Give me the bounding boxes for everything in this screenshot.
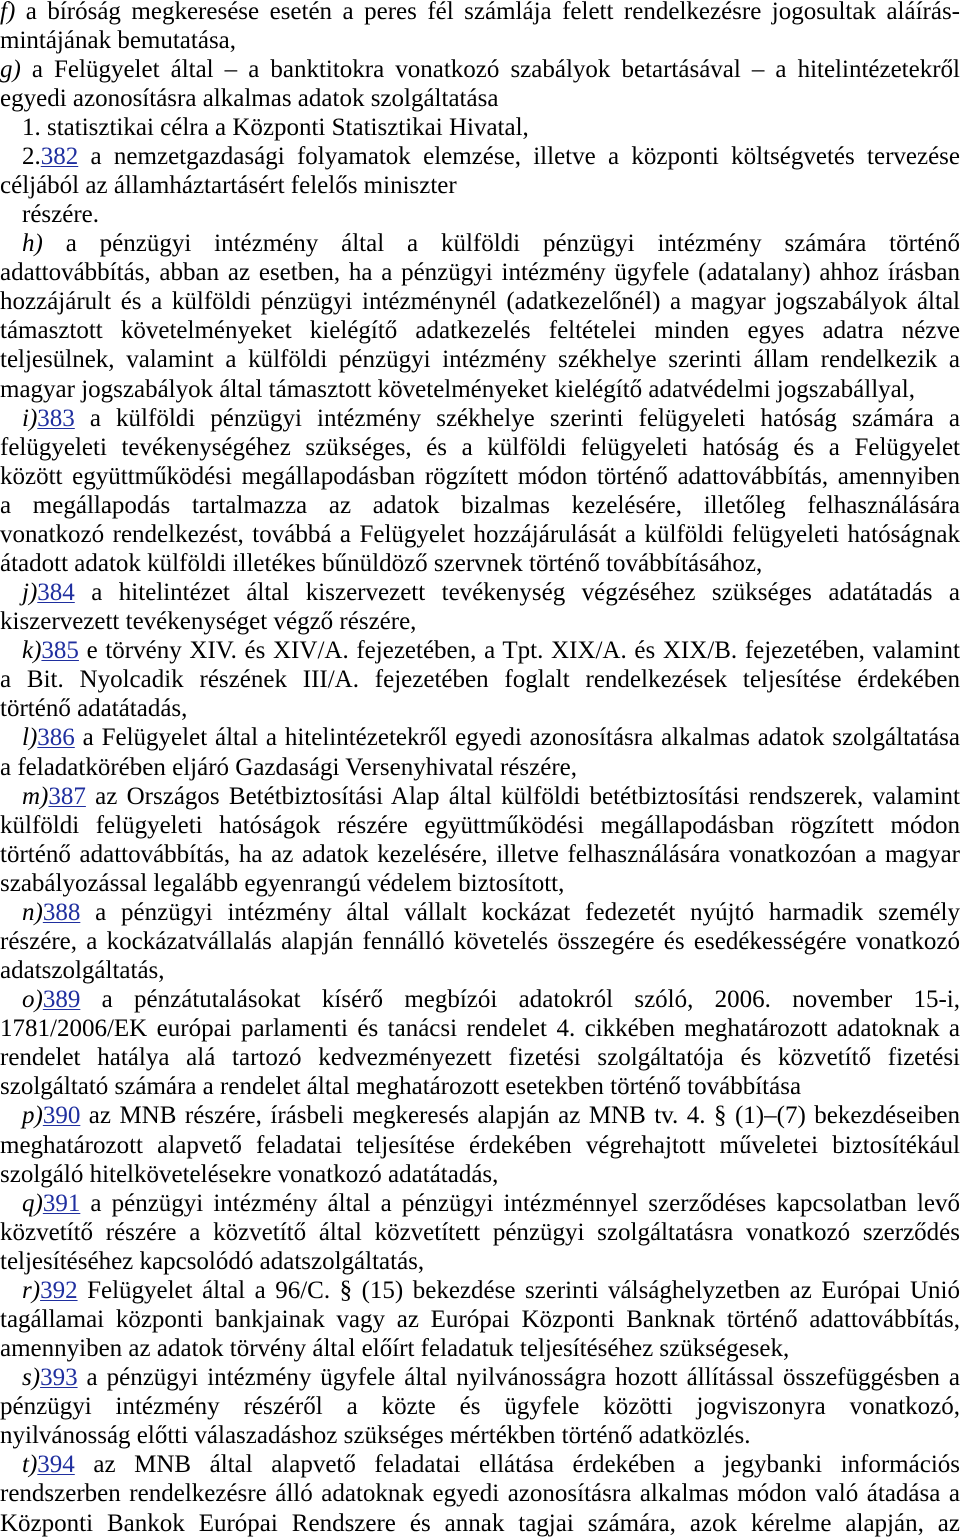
- text-line: [0, 578, 960, 607]
- line-text: felügyeleti tevékenységéhez szükséges, és a külföldi felügyeleti hatóság és a Felügyelet: [0, 433, 960, 461]
- text-line: [0, 375, 960, 404]
- line-text: Központi Bankok Európai Rendszere és annak tagjai számára, azok kérelme alapján, az: [0, 1509, 960, 1537]
- text-line: [0, 142, 960, 171]
- item-marker: j): [22, 579, 38, 607]
- item-marker: p): [22, 1102, 43, 1130]
- line-text: tagállamai központi bankjainak vagy az Európai Központi Banknak történő adattovábbítás,: [0, 1306, 960, 1334]
- line-text: történő adattovábbítás, ha az adatok kezelésére, illetve felhasználására vonatkozóan a magyar: [0, 840, 960, 868]
- footnote-ref-link[interactable]: 390: [42, 1102, 81, 1130]
- line-text: a pénzátutalásokat kísérő megbízói adatokról szóló, 2006. november 15-i,: [101, 986, 960, 1014]
- item-marker: q): [22, 1189, 43, 1217]
- item-marker: n): [22, 898, 43, 926]
- text-line: [0, 433, 960, 462]
- item-m: [0, 782, 960, 898]
- text-line: [0, 316, 960, 345]
- item-marker: g): [0, 55, 21, 83]
- text-line: [0, 840, 960, 869]
- line-text: közvetítő részére a közvetítő által közvetített pénzügyi szolgáltatásra vonatkozó szerződés: [0, 1218, 960, 1246]
- line-text: a bíróság megkeresése esetén a peres fél számlája felett rendelkezésre jogosultak aláírás-: [25, 0, 960, 25]
- line-text: támasztott követelményeket kielégítő adatkezelés feltételei minden egyes adatra nézve: [0, 317, 960, 345]
- item-marker: r): [22, 1276, 41, 1304]
- text-line: [0, 1305, 960, 1334]
- line-text: az MNB részére, írásbeli megkeresés alapján az MNB tv. 4. § (1)–(7) bekezdéseiben: [88, 1102, 960, 1130]
- text-line: [0, 113, 960, 142]
- line-text: rendszerben rendelkezésre álló adatoknak egyedi azonosításra alkalmas módon való átadása a: [0, 1480, 960, 1508]
- line-text: magyar jogszabályok által támasztott követelményeket kielégítő adatvédelmi jogszabállyal,: [0, 375, 915, 403]
- line-text: mintájának bemutatása,: [0, 26, 237, 54]
- item-i: [0, 404, 960, 578]
- line-text: átadott adatok külföldi illetékes bűnüldöző szervnek történő továbbításához,: [0, 549, 763, 577]
- text-line: [0, 811, 960, 840]
- text-line: [0, 1392, 960, 1421]
- line-text: meghatározott alapvető feladatai teljesítése érdekében végrehajtott műveletei biztosítékául: [0, 1131, 960, 1159]
- text-line: [0, 520, 960, 549]
- line-text: a pénzügyi intézmény által vállalt kockázat fedezetét nyújtó harmadik személy: [95, 898, 960, 926]
- text-line: [0, 171, 960, 200]
- text-line: [0, 404, 960, 433]
- item-marker: k): [22, 637, 42, 665]
- text-line: [0, 1450, 960, 1479]
- text-line: [0, 1479, 960, 1508]
- item-marker: i): [22, 404, 38, 432]
- text-line: [0, 462, 960, 491]
- line-text: amennyiben az adatok törvény által előírt feladatuk teljesítéséhez szükségesek,: [0, 1335, 790, 1363]
- line-text: rendelet hatálya alá tartozó kedvezményezett fizetési szolgáltatója és közvetítő fizetési: [0, 1044, 960, 1072]
- text-line: [0, 258, 960, 287]
- footnote-ref-link[interactable]: 382: [40, 142, 79, 170]
- line-text: kiszervezett tevékenységet végző részére,: [0, 608, 417, 636]
- text-line: [0, 753, 960, 782]
- item-marker: h): [22, 230, 43, 258]
- line-text: a megállapodás tartalmazza az adatok bizalmas kezelésére, illetőleg felhasználására: [0, 491, 960, 519]
- item-marker: o): [22, 986, 43, 1014]
- text-line: [0, 665, 960, 694]
- text-line: [0, 1334, 960, 1363]
- text-line: [0, 1160, 960, 1189]
- text-line: [0, 782, 960, 811]
- text-line: [0, 1363, 960, 1392]
- line-text: a külföldi pénzügyi intézmény székhelye szerinti felügyeleti hatóság számára a: [89, 404, 960, 432]
- item-j: [0, 578, 960, 636]
- line-text: a nemzetgazdasági folyamatok elemzése, illetve a központi költségvetés tervezése: [90, 142, 960, 170]
- line-text: szolgáltató számára a rendelet által meghatározott esetekben történő továbbítása: [0, 1073, 802, 1101]
- footnote-ref-link[interactable]: 386: [37, 724, 75, 752]
- line-text: a pénzügyi intézmény által a pénzügyi intézménnyel szerződéses kapcsolatban levő: [90, 1189, 960, 1217]
- footnote-ref-link[interactable]: 384: [37, 579, 75, 607]
- line-text: a hitelintézet által kiszervezett tevékenység végzéséhez szükséges adatátadás a: [91, 579, 960, 607]
- line-text: 1. statisztikai célra a Központi Statisztikai Hivatal,: [22, 113, 529, 141]
- text-line: [0, 607, 960, 636]
- footnote-ref-link[interactable]: 387: [48, 782, 86, 810]
- text-line: [0, 636, 960, 665]
- line-text: a Felügyelet által a hitelintézetekről egyedi azonosításra alkalmas adatok szolgáltatása: [82, 724, 960, 752]
- item-t: [0, 1450, 960, 1537]
- footnote-ref-link[interactable]: 391: [42, 1189, 81, 1217]
- footnote-ref-link[interactable]: 385: [41, 637, 79, 665]
- line-text: egyedi azonosításra alkalmas adatok szolgáltatása: [0, 84, 499, 112]
- item-o: [0, 985, 960, 1101]
- line-text: hozzájárult és a külföldi pénzügyi intézménynél (adatkezelőnél) a magyar jogszabályok által: [0, 288, 960, 316]
- item-p: [0, 1101, 960, 1188]
- line-text: e törvény XIV. és XIV/A. fejezetében, a Tpt. XIX/A. és XIX/B. fejezetében, valamint: [86, 637, 960, 665]
- item-marker: m): [22, 782, 49, 810]
- item-f: [0, 0, 960, 55]
- text-line: [0, 345, 960, 374]
- text-line: [0, 1276, 960, 1305]
- subitem-number: 2.: [22, 142, 41, 170]
- item-g: [0, 55, 960, 229]
- text-line: [0, 26, 960, 55]
- text-line: [0, 0, 960, 26]
- text-line: [0, 491, 960, 520]
- item-h: [0, 229, 960, 403]
- line-text: Felügyelet által a 96/C. § (15) bekezdése szerinti válsághelyzetben az Európai Unió: [87, 1276, 960, 1304]
- item-k: [0, 636, 960, 723]
- item-l: [0, 723, 960, 781]
- subitem-2: [0, 142, 960, 229]
- text-line: [0, 229, 960, 258]
- text-line: [0, 549, 960, 578]
- item-s: [0, 1363, 960, 1450]
- text-line: [0, 1043, 960, 1072]
- footnote-ref-link[interactable]: 383: [37, 404, 75, 432]
- text-line: [0, 287, 960, 316]
- text-line: [0, 1131, 960, 1160]
- text-line: [0, 1218, 960, 1247]
- item-r: [0, 1276, 960, 1363]
- line-text: 1781/2006/EK európai parlamenti és tanácsi rendelet 4. cikkében meghatározott adatoknak a: [0, 1015, 960, 1043]
- line-text: az Országos Betétbiztosítási Alap által külföldi betétbiztosítási rendszerek, valamint: [95, 782, 960, 810]
- line-text: teljesülnek, valamint a külföldi pénzügyi intézmény székhelye szerinti állam rendelkezik a: [0, 346, 960, 374]
- text-line: [0, 694, 960, 723]
- line-text: részére.: [22, 201, 100, 229]
- text-line: [0, 55, 960, 84]
- line-text: külföldi felügyeleti hatóságok részére együttműködési megállapodásban rögzített módon: [0, 811, 960, 839]
- text-line: [0, 200, 960, 229]
- line-text: a Bit. Nyolcadik részének III/A. fejezetében foglalt rendelkezések teljesítése érdekében: [0, 666, 960, 694]
- text-line: [0, 1101, 960, 1130]
- line-text: a pénzügyi intézmény ügyfele által nyilvánosságra hozott állítással összefüggésben a: [86, 1364, 960, 1392]
- text-line: [0, 1247, 960, 1276]
- item-marker: s): [22, 1364, 41, 1392]
- text-line: [0, 898, 960, 927]
- line-text: a pénzügyi intézmény által a külföldi pénzügyi intézmény számára történő: [65, 230, 960, 258]
- text-line: [0, 927, 960, 956]
- text-line: [0, 723, 960, 752]
- footnote-ref-link[interactable]: 388: [42, 898, 81, 926]
- text-line: [0, 1014, 960, 1043]
- line-text: vonatkozó rendelkezést, továbbá a Felügyelet hozzájárulását a külföldi felügyeleti hatóságnak: [0, 520, 960, 548]
- footnote-ref-link[interactable]: 393: [40, 1364, 78, 1392]
- text-line: [0, 84, 960, 113]
- line-text: teljesítéséhez kapcsolódó adatszolgáltatás,: [0, 1247, 425, 1275]
- text-line: [0, 869, 960, 898]
- text-line: [0, 1421, 960, 1450]
- line-text: az MNB által alapvető feladatai ellátása érdekében a jegybanki információs: [93, 1451, 960, 1479]
- item-marker: f): [0, 0, 16, 25]
- text-line: [0, 985, 960, 1014]
- line-text: adatszolgáltatás,: [0, 957, 165, 985]
- line-text: a Felügyelet által – a banktitokra vonatkozó szabályok betartásával – a hitelintézetekről: [31, 55, 960, 83]
- line-text: szabályozással legalább egyenrangú védelem biztosított,: [0, 869, 565, 897]
- item-n: [0, 898, 960, 985]
- text-line: [0, 956, 960, 985]
- line-text: pénzügyi intézmény részéről a közte és ügyfele közötti jogviszonyra vonatkozó,: [0, 1393, 960, 1421]
- footnote-ref-link[interactable]: 389: [42, 986, 81, 1014]
- footnote-ref-link[interactable]: 392: [40, 1276, 78, 1304]
- line-text: között együttműködési megállapodásban rögzített módon történő adattovábbítás, amennyiben: [0, 462, 960, 490]
- line-text: céljából az államháztartásért felelős miniszter: [0, 171, 457, 199]
- line-text: szolgáló hitelkövetelésekre vonatkozó adatátadás,: [0, 1160, 499, 1188]
- line-text: nyilvánosság előtti válaszadáshoz szükséges mértékben történő adatközlés.: [0, 1422, 751, 1450]
- line-text: adattovábbítás, abban az esetben, ha a pénzügyi intézmény ügyfele (adatalany) ahhoz írásban: [0, 259, 960, 287]
- text-line: [0, 1072, 960, 1101]
- item-marker: l): [22, 724, 38, 752]
- footnote-ref-link[interactable]: 394: [37, 1451, 75, 1479]
- item-q: [0, 1189, 960, 1276]
- line-text: történő adatátadás,: [0, 695, 188, 723]
- item-marker: t): [22, 1451, 38, 1479]
- subitem-1: [0, 113, 960, 142]
- line-text: részére, a kockázatvállalás alapján fennálló követelés összegére és esedékességére vonatkozó: [0, 928, 960, 955]
- line-text: a feladatkörében eljáró Gazdasági Versenyhivatal részére,: [0, 753, 578, 781]
- text-line: [0, 1509, 960, 1538]
- text-line: [0, 1189, 960, 1218]
